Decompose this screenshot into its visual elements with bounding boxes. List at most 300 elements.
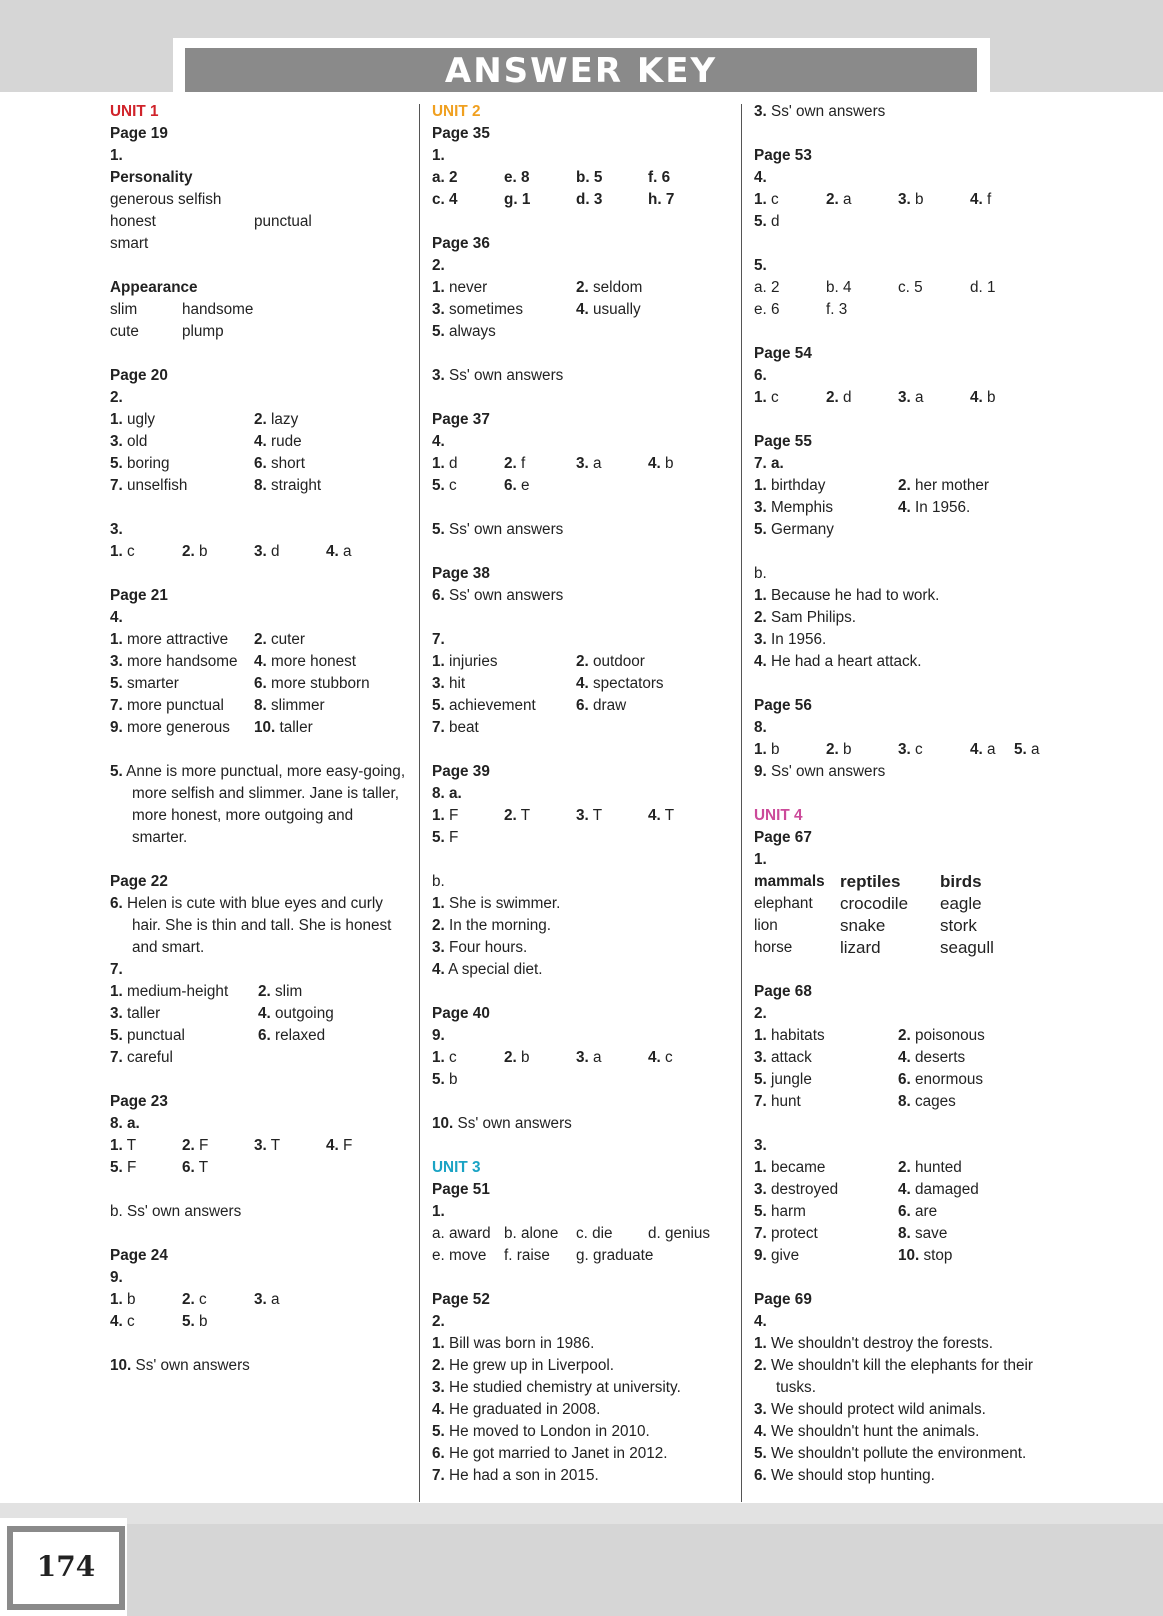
answer-cell: [432, 189, 458, 211]
answer-row: [110, 189, 410, 211]
section-heading: Page 52: [432, 1291, 490, 1308]
answer-text: F: [199, 1137, 209, 1154]
item-number: 2.: [182, 1291, 195, 1308]
answer-paragraph: [110, 761, 410, 849]
answer-text: a. award: [432, 1225, 491, 1242]
answer-cell: [182, 541, 208, 563]
answer-cell: [258, 1025, 325, 1047]
item-number: 1.: [110, 983, 123, 1000]
section-heading: Page 54: [754, 345, 812, 362]
answer-text: lizard: [840, 938, 881, 957]
item-number: 1.: [110, 411, 123, 428]
answer-cell: [432, 1377, 681, 1399]
answer-cell: [898, 387, 924, 409]
spacer: [754, 321, 1064, 343]
unit-heading: UNIT 2: [432, 103, 481, 120]
item-number: 4.: [648, 1049, 661, 1066]
answer-row: [432, 1245, 737, 1267]
item-number: 1.: [754, 1335, 767, 1352]
item-number: 1.: [754, 1027, 767, 1044]
answer-cell: [898, 1047, 965, 1069]
answer-line: b. Ss' own answers: [110, 1203, 242, 1220]
answer-cell: [432, 321, 496, 343]
answer-row: [432, 365, 737, 387]
answer-cell: [940, 871, 982, 893]
item-number: 5.: [754, 1203, 767, 1220]
answer-cell: [898, 1201, 937, 1223]
answer-text: eagle: [940, 894, 982, 913]
answer-text: Ss' own answers: [135, 1357, 250, 1374]
item-number: 5.: [432, 1071, 445, 1088]
section-heading: 7.: [432, 631, 445, 648]
answer-text: c: [915, 741, 923, 758]
answer-text: more attractive: [127, 631, 229, 648]
answer-cell: [754, 1091, 801, 1113]
answer-text: He got married to Janet in 2012.: [449, 1445, 668, 1462]
spacer: [110, 255, 410, 277]
answer-cell: [110, 981, 228, 1003]
section-heading: Page 24: [110, 1247, 168, 1264]
answer-cell: [432, 959, 543, 981]
answer-text: We shouldn't destroy the forests.: [771, 1335, 994, 1352]
answer-row: [110, 233, 410, 255]
answer-text: medium-height: [127, 983, 229, 1000]
answer-text: c: [449, 1049, 457, 1066]
answer-text: In 1956.: [915, 499, 971, 516]
answer-cell: [432, 915, 551, 937]
answer-row: [432, 805, 737, 827]
item-number: 4.: [432, 1401, 445, 1418]
answer-text: slim: [110, 301, 138, 318]
section-heading: Page 51: [432, 1181, 490, 1198]
answer-text: achievement: [449, 697, 536, 714]
spacer: [110, 343, 410, 365]
answer-cell: [576, 695, 626, 717]
spacer: [110, 497, 410, 519]
section-heading: 4.: [110, 609, 123, 626]
answer-text: d: [449, 455, 458, 472]
answer-cell: [182, 299, 253, 321]
answer-cell: [110, 189, 221, 211]
answer-text: He moved to London in 2010.: [449, 1423, 650, 1440]
spacer: [432, 387, 737, 409]
answer-row: [754, 387, 1064, 409]
answer-text: c. 4: [432, 191, 458, 208]
answer-cell: [826, 387, 852, 409]
answer-text: T: [592, 807, 603, 824]
answer-row: [432, 695, 737, 717]
item-number: 7.: [754, 1225, 767, 1242]
answer-cell: [110, 409, 155, 431]
answer-cell: [898, 1245, 952, 1267]
spacer: [754, 673, 1064, 695]
answer-text: b: [127, 1291, 136, 1308]
answer-cell: [110, 1135, 136, 1157]
item-number: 9.: [110, 719, 123, 736]
answer-cell: [576, 651, 645, 673]
answer-cell: [754, 1201, 806, 1223]
answer-cell: [254, 717, 313, 739]
answer-row: [110, 1135, 410, 1157]
unit-heading: UNIT 1: [110, 103, 159, 120]
item-number: 1.: [110, 1137, 123, 1154]
item-number: 1.: [432, 1335, 445, 1352]
answer-cell: [504, 1047, 530, 1069]
answer-cell: [258, 1003, 334, 1025]
section-heading: Page 20: [110, 367, 168, 384]
answer-text: snake: [840, 916, 886, 935]
answer-text: f: [987, 191, 992, 208]
section-heading: 8. a.: [432, 785, 462, 802]
answer-row: [754, 629, 1064, 651]
answer-row: [110, 431, 410, 453]
answer-cell: [754, 211, 780, 233]
answer-row: [432, 893, 737, 915]
item-number: 6.: [432, 587, 445, 604]
item-number: 4.: [898, 499, 911, 516]
item-number: 7.: [110, 477, 123, 494]
spacer: [110, 739, 410, 761]
item-number: 4.: [970, 191, 983, 208]
answer-row: [432, 1443, 737, 1465]
answer-row: [754, 937, 1064, 959]
answer-text: d. genius: [648, 1225, 711, 1242]
answer-text: e. move: [432, 1247, 487, 1264]
section-heading: 4.: [754, 1313, 767, 1330]
answer-text: injuries: [449, 653, 498, 670]
answer-cell: [840, 915, 885, 937]
item-number: 1.: [432, 455, 445, 472]
answer-row: [754, 299, 1064, 321]
item-number: 2.: [754, 609, 767, 626]
item-number: 1.: [754, 587, 767, 604]
answer-row: [754, 1069, 1064, 1091]
answer-row: [754, 1421, 1064, 1443]
item-number: 4.: [970, 389, 983, 406]
answer-cell: [110, 1157, 136, 1179]
spacer: [754, 123, 1064, 145]
answer-row: [432, 1223, 737, 1245]
answer-cell: [110, 1047, 173, 1069]
answer-cell: [254, 541, 280, 563]
answer-text: Ss' own answers: [457, 1115, 572, 1132]
answer-text: rude: [271, 433, 302, 450]
answer-text: a: [987, 741, 996, 758]
answer-row: [110, 475, 410, 497]
item-number: 3.: [110, 1005, 123, 1022]
answer-text: generous selfish: [110, 191, 222, 208]
answer-text: more punctual: [127, 697, 224, 714]
answer-row: [754, 893, 1064, 915]
answer-text: c: [449, 477, 457, 494]
item-number: 9.: [754, 763, 767, 780]
answer-cell: [754, 629, 826, 651]
spacer: [432, 981, 737, 1003]
item-number: 1.: [110, 1291, 123, 1308]
answer-cell: [840, 937, 881, 959]
item-number: 5.: [110, 763, 123, 780]
item-number: 8.: [254, 697, 267, 714]
answer-text: taller: [127, 1005, 161, 1022]
answer-row: [754, 277, 1064, 299]
answer-text: hit: [449, 675, 466, 692]
answer-cell: [258, 981, 302, 1003]
answer-cell: [326, 541, 352, 563]
answer-column-3: [754, 101, 1064, 1487]
answer-cell: [754, 607, 856, 629]
answer-text: F: [127, 1159, 137, 1176]
answer-cell: [254, 651, 356, 673]
answer-text: h. 7: [648, 191, 675, 208]
spacer: [110, 1333, 410, 1355]
item-number: 3.: [754, 103, 767, 120]
spacer: [754, 541, 1064, 563]
answer-cell: [754, 1157, 825, 1179]
item-number: 4.: [326, 1137, 339, 1154]
answer-cell: [504, 475, 530, 497]
answer-text: slimmer: [271, 697, 325, 714]
spacer: [110, 1223, 410, 1245]
answer-cell: [182, 1157, 208, 1179]
answer-cell: [970, 277, 996, 299]
answer-cell: [576, 1245, 653, 1267]
answer-row: [110, 1355, 410, 1377]
answer-cell: [576, 1223, 613, 1245]
answer-text: careful: [127, 1049, 173, 1066]
item-number: 8.: [254, 477, 267, 494]
answer-row: [754, 871, 1064, 893]
answer-cell: [576, 1047, 602, 1069]
answer-cell: [754, 761, 885, 783]
item-number: 3.: [754, 1181, 767, 1198]
answer-cell: [754, 387, 779, 409]
answer-text: e. 6: [754, 301, 780, 318]
answer-row: [432, 651, 737, 673]
answer-text: unselfish: [127, 477, 188, 494]
item-number: 9.: [754, 1247, 767, 1264]
answer-text: c: [127, 543, 135, 560]
item-number: 2.: [826, 191, 839, 208]
bottom-band: [0, 1503, 1163, 1616]
answer-row: [110, 651, 410, 673]
answer-cell: [432, 299, 523, 321]
answer-cell: [940, 893, 982, 915]
answer-text: F: [449, 807, 459, 824]
answer-row: [432, 717, 737, 739]
answer-cell: [432, 1333, 594, 1355]
answer-line: b.: [754, 565, 767, 582]
answer-text: f. 3: [826, 301, 848, 318]
answer-text: more handsome: [127, 653, 238, 670]
answer-cell: [754, 497, 833, 519]
answer-cell: [898, 1179, 979, 1201]
answer-text: taller: [279, 719, 313, 736]
answer-text: lion: [754, 917, 778, 934]
item-number: 8.: [898, 1225, 911, 1242]
answer-row: [754, 1047, 1064, 1069]
answer-text: honest: [110, 213, 156, 230]
answer-text: damaged: [915, 1181, 979, 1198]
spacer: [754, 1267, 1064, 1289]
section-heading: 3.: [110, 521, 123, 538]
section-heading: 1.: [754, 851, 767, 868]
answer-row: [110, 673, 410, 695]
answer-text: b. 4: [826, 279, 852, 296]
answer-row: [432, 519, 737, 541]
item-number: 2.: [504, 455, 517, 472]
answer-row: [110, 1311, 410, 1333]
answer-row: [754, 101, 1064, 123]
item-number: 4.: [258, 1005, 271, 1022]
answer-text: Memphis: [771, 499, 834, 516]
answer-row: [432, 827, 737, 849]
answer-cell: [648, 189, 674, 211]
answer-text: b: [521, 1049, 530, 1066]
answer-cell: [504, 805, 530, 827]
item-number: 3.: [754, 499, 767, 516]
item-number: 6.: [182, 1159, 195, 1176]
column-divider: [741, 104, 742, 1502]
answer-text: horse: [754, 939, 793, 956]
answer-cell: [432, 1399, 600, 1421]
answer-text: A special diet.: [448, 961, 543, 978]
answer-cell: [432, 717, 479, 739]
answer-cell: [898, 189, 924, 211]
spacer: [432, 849, 737, 871]
answer-text: plump: [182, 323, 224, 340]
section-heading: Page 56: [754, 697, 812, 714]
item-number: 3.: [254, 543, 267, 560]
answer-text: Ss' own answers: [771, 763, 886, 780]
answer-cell: [110, 299, 137, 321]
answer-cell: [432, 827, 458, 849]
item-number: 6.: [898, 1071, 911, 1088]
answer-text: f. 6: [648, 169, 671, 186]
answer-cell: [898, 1223, 947, 1245]
answer-text: attack: [771, 1049, 812, 1066]
answer-cell: [432, 519, 563, 541]
answer-cell: [648, 1047, 673, 1069]
answer-text: draw: [593, 697, 627, 714]
section-heading: 2.: [110, 389, 123, 406]
answer-text: Helen is cute with blue eyes and curly hair. She is thin and tall. She is honest and smart.: [127, 895, 392, 956]
item-number: 3.: [898, 741, 911, 758]
answer-cell: [576, 167, 602, 189]
spacer: [432, 541, 737, 563]
answer-cell: [970, 739, 996, 761]
answer-text: Ss' own answers: [449, 367, 564, 384]
answer-cell: [754, 1047, 812, 1069]
answer-text: c: [771, 191, 779, 208]
item-number: 4.: [432, 961, 445, 978]
answer-cell: [648, 805, 674, 827]
section-heading: Page 55: [754, 433, 812, 450]
section-heading: 9.: [432, 1027, 445, 1044]
answer-cell: [970, 387, 996, 409]
answer-row: [110, 321, 410, 343]
answer-text: protect: [771, 1225, 818, 1242]
section-heading: 1.: [432, 1203, 445, 1220]
answer-column-2: [432, 101, 737, 1487]
answer-text: g. 1: [504, 191, 531, 208]
answer-cell: [754, 1069, 812, 1091]
answer-cell: [110, 321, 139, 343]
answer-text: became: [771, 1159, 826, 1176]
answer-cell: [826, 299, 847, 321]
answer-text: more honest: [271, 653, 357, 670]
item-number: 10.: [432, 1115, 454, 1132]
answer-cell: [504, 189, 530, 211]
item-number: 7.: [432, 1467, 445, 1484]
answer-text: habitats: [771, 1027, 825, 1044]
section-heading: Page 19: [110, 125, 168, 142]
answer-text: a: [843, 191, 852, 208]
answer-cell: [110, 1289, 136, 1311]
answer-cell: [432, 1047, 457, 1069]
answer-row: [754, 519, 1064, 541]
answer-row: [754, 1399, 1064, 1421]
answer-text: g. graduate: [576, 1247, 654, 1264]
answer-text: In the morning.: [449, 917, 552, 934]
answer-cell: [754, 937, 792, 959]
page-number-box: [0, 1518, 127, 1616]
answer-cell: [110, 629, 228, 651]
section-heading: 6.: [754, 367, 767, 384]
answer-text: poisonous: [915, 1027, 985, 1044]
answer-text: are: [915, 1203, 938, 1220]
section-heading: 5.: [754, 257, 767, 274]
answer-cell: [110, 475, 187, 497]
answer-cell: [254, 453, 305, 475]
answer-cell: [254, 673, 370, 695]
answer-text: T: [126, 1137, 137, 1154]
answer-text: smart: [110, 235, 149, 252]
answer-row: [432, 1399, 737, 1421]
answer-text: always: [449, 323, 496, 340]
answer-cell: [432, 695, 536, 717]
section-heading: Personality: [110, 169, 193, 186]
answer-text: Ss' own answers: [771, 103, 886, 120]
answer-text: stork: [940, 916, 977, 935]
item-number: 3.: [898, 389, 911, 406]
answer-row: [432, 475, 737, 497]
spacer: [432, 1091, 737, 1113]
answer-text: lazy: [271, 411, 299, 428]
section-heading: Page 35: [432, 125, 490, 142]
answer-cell: [754, 1333, 993, 1355]
answer-text: hunt: [771, 1093, 801, 1110]
item-number: 3.: [254, 1291, 267, 1308]
item-number: 7.: [110, 697, 123, 714]
answer-row: [754, 1091, 1064, 1113]
answer-line: b.: [432, 873, 445, 890]
item-number: 7.: [754, 1093, 767, 1110]
section-heading: Page 67: [754, 829, 812, 846]
item-number: 6.: [110, 895, 123, 912]
answer-cell: [754, 519, 834, 541]
answer-text: Bill was born in 1986.: [449, 1335, 595, 1352]
answer-row: [110, 717, 410, 739]
answer-cell: [432, 1443, 668, 1465]
answer-cell: [432, 1245, 486, 1267]
answer-cell: [754, 1421, 979, 1443]
answer-text: enormous: [915, 1071, 984, 1088]
item-number: 2.: [504, 807, 517, 824]
answer-text: a: [593, 1049, 602, 1066]
answer-cell: [254, 431, 302, 453]
answer-cell: [826, 189, 852, 211]
spacer: [754, 783, 1064, 805]
